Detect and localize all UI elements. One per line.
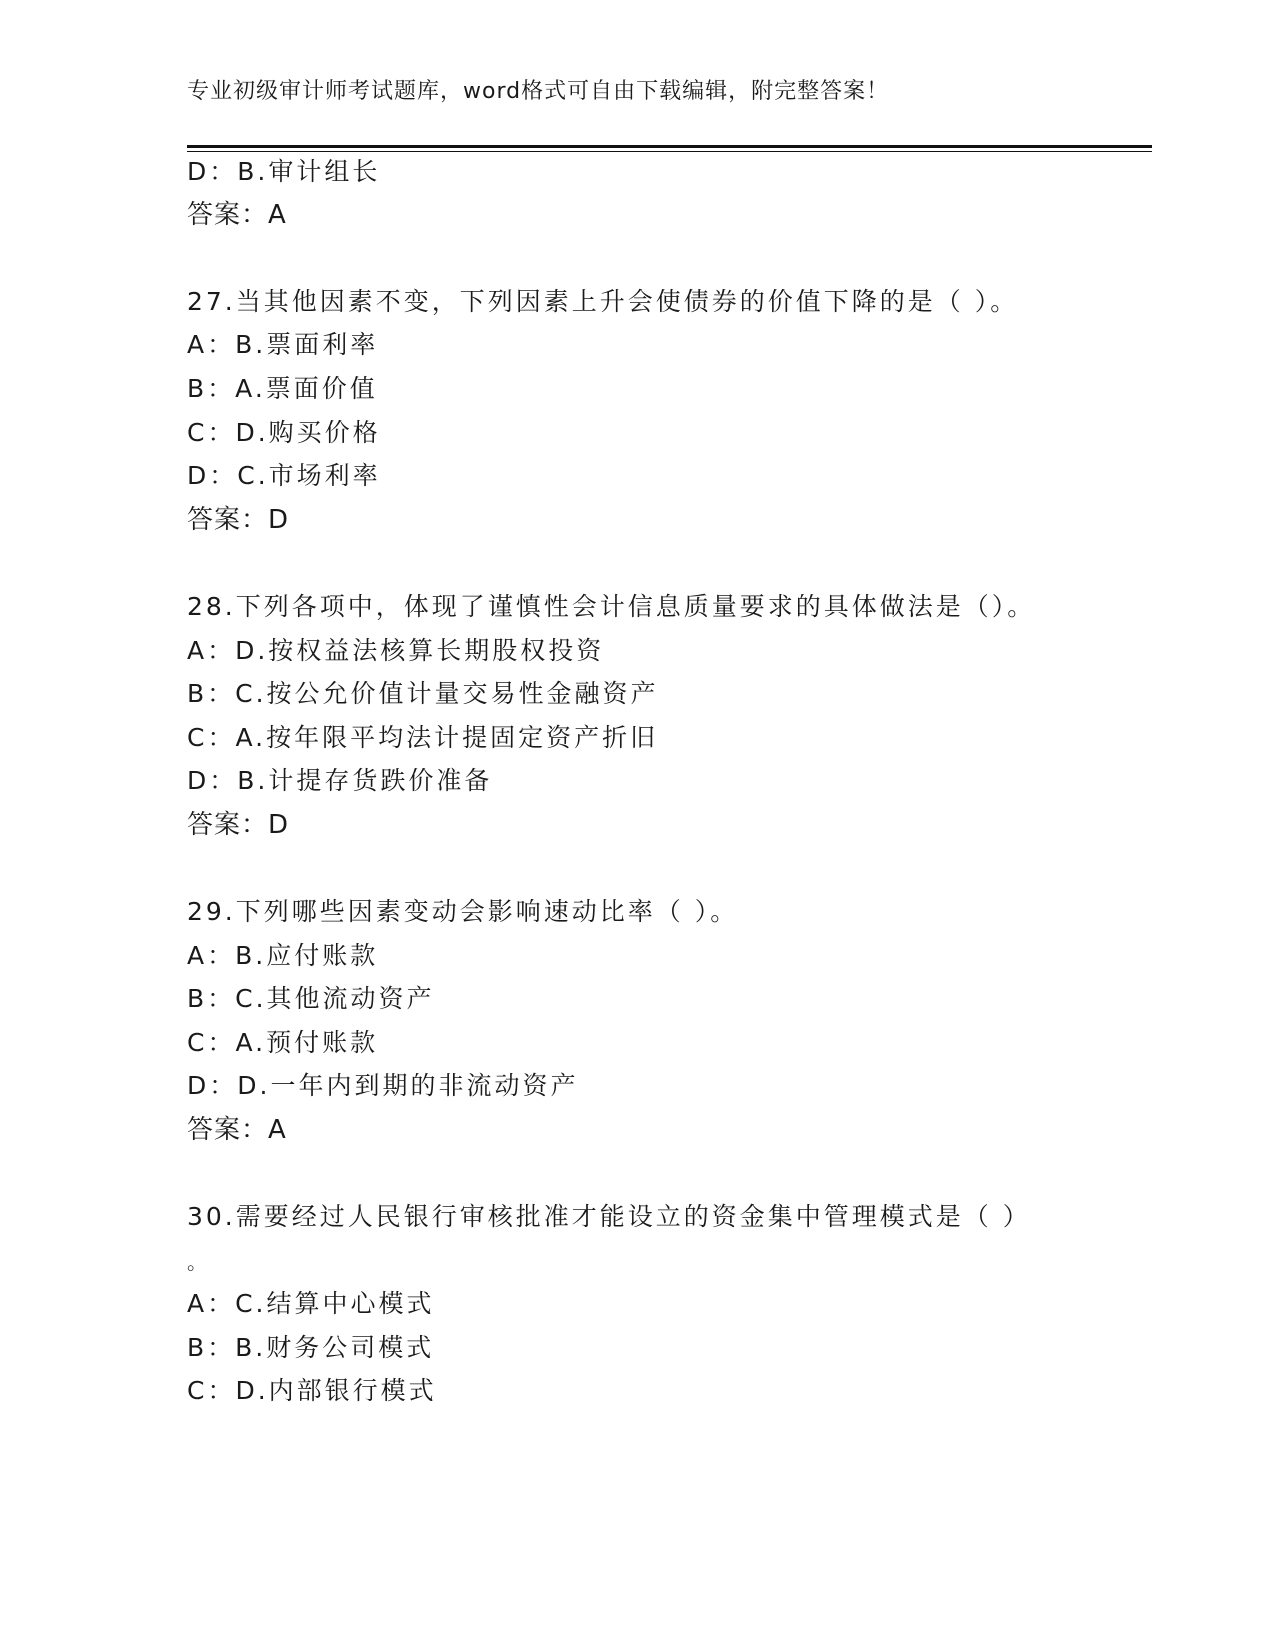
page-header: 专业初级审计师考试题库，word格式可自由下载编辑，附完整答案！ xyxy=(187,79,890,104)
question-30-tail: 。 xyxy=(187,1250,210,1274)
q29-option-d: D：D.一年内到期的非流动资产 xyxy=(187,1071,579,1100)
question-29: 29.下列哪些因素变动会影响速动比率（ ）。 xyxy=(187,897,739,926)
q29-option-c: C：A.预付账款 xyxy=(187,1028,379,1057)
header-divider-thick xyxy=(187,145,1152,148)
q28-answer: 答案：D xyxy=(187,810,290,840)
q27-option-a: A：B.票面利率 xyxy=(187,330,379,359)
q28-option-b: B：C.按公允价值计量交易性金融资产 xyxy=(187,679,659,708)
q27-option-d: D：C.市场利率 xyxy=(187,461,381,490)
q30-option-c: C：D.内部银行模式 xyxy=(187,1376,437,1405)
q30-option-a: A：C.结算中心模式 xyxy=(187,1289,435,1318)
q28-option-a: A：D.按权益法核算长期股权投资 xyxy=(187,636,605,665)
header-divider-thin xyxy=(187,151,1152,152)
q29-option-a: A：B.应付账款 xyxy=(187,941,379,970)
q27-option-b: B：A.票面价值 xyxy=(187,374,378,403)
q27-answer: 答案：D xyxy=(187,505,290,535)
q29-answer: 答案：A xyxy=(187,1115,287,1145)
q28-option-d: D：B.计提存货跌价准备 xyxy=(187,766,493,795)
q29-option-b: B：C.其他流动资产 xyxy=(187,984,435,1013)
question-28: 28.下列各项中，体现了谨慎性会计信息质量要求的具体做法是（）。 xyxy=(187,592,1036,621)
answer: 答案：A xyxy=(187,200,287,230)
q30-option-b: B：B.财务公司模式 xyxy=(187,1333,435,1362)
q28-option-c: C：A.按年限平均法计提固定资产折旧 xyxy=(187,723,659,752)
question-30: 30.需要经过人民银行审核批准才能设立的资金集中管理模式是（ ） xyxy=(187,1202,1031,1231)
option-d: D：B.审计组长 xyxy=(187,157,381,186)
q27-option-c: C：D.购买价格 xyxy=(187,418,381,447)
question-27: 27.当其他因素不变，下列因素上升会使债券的价值下降的是（ ）。 xyxy=(187,287,1019,316)
